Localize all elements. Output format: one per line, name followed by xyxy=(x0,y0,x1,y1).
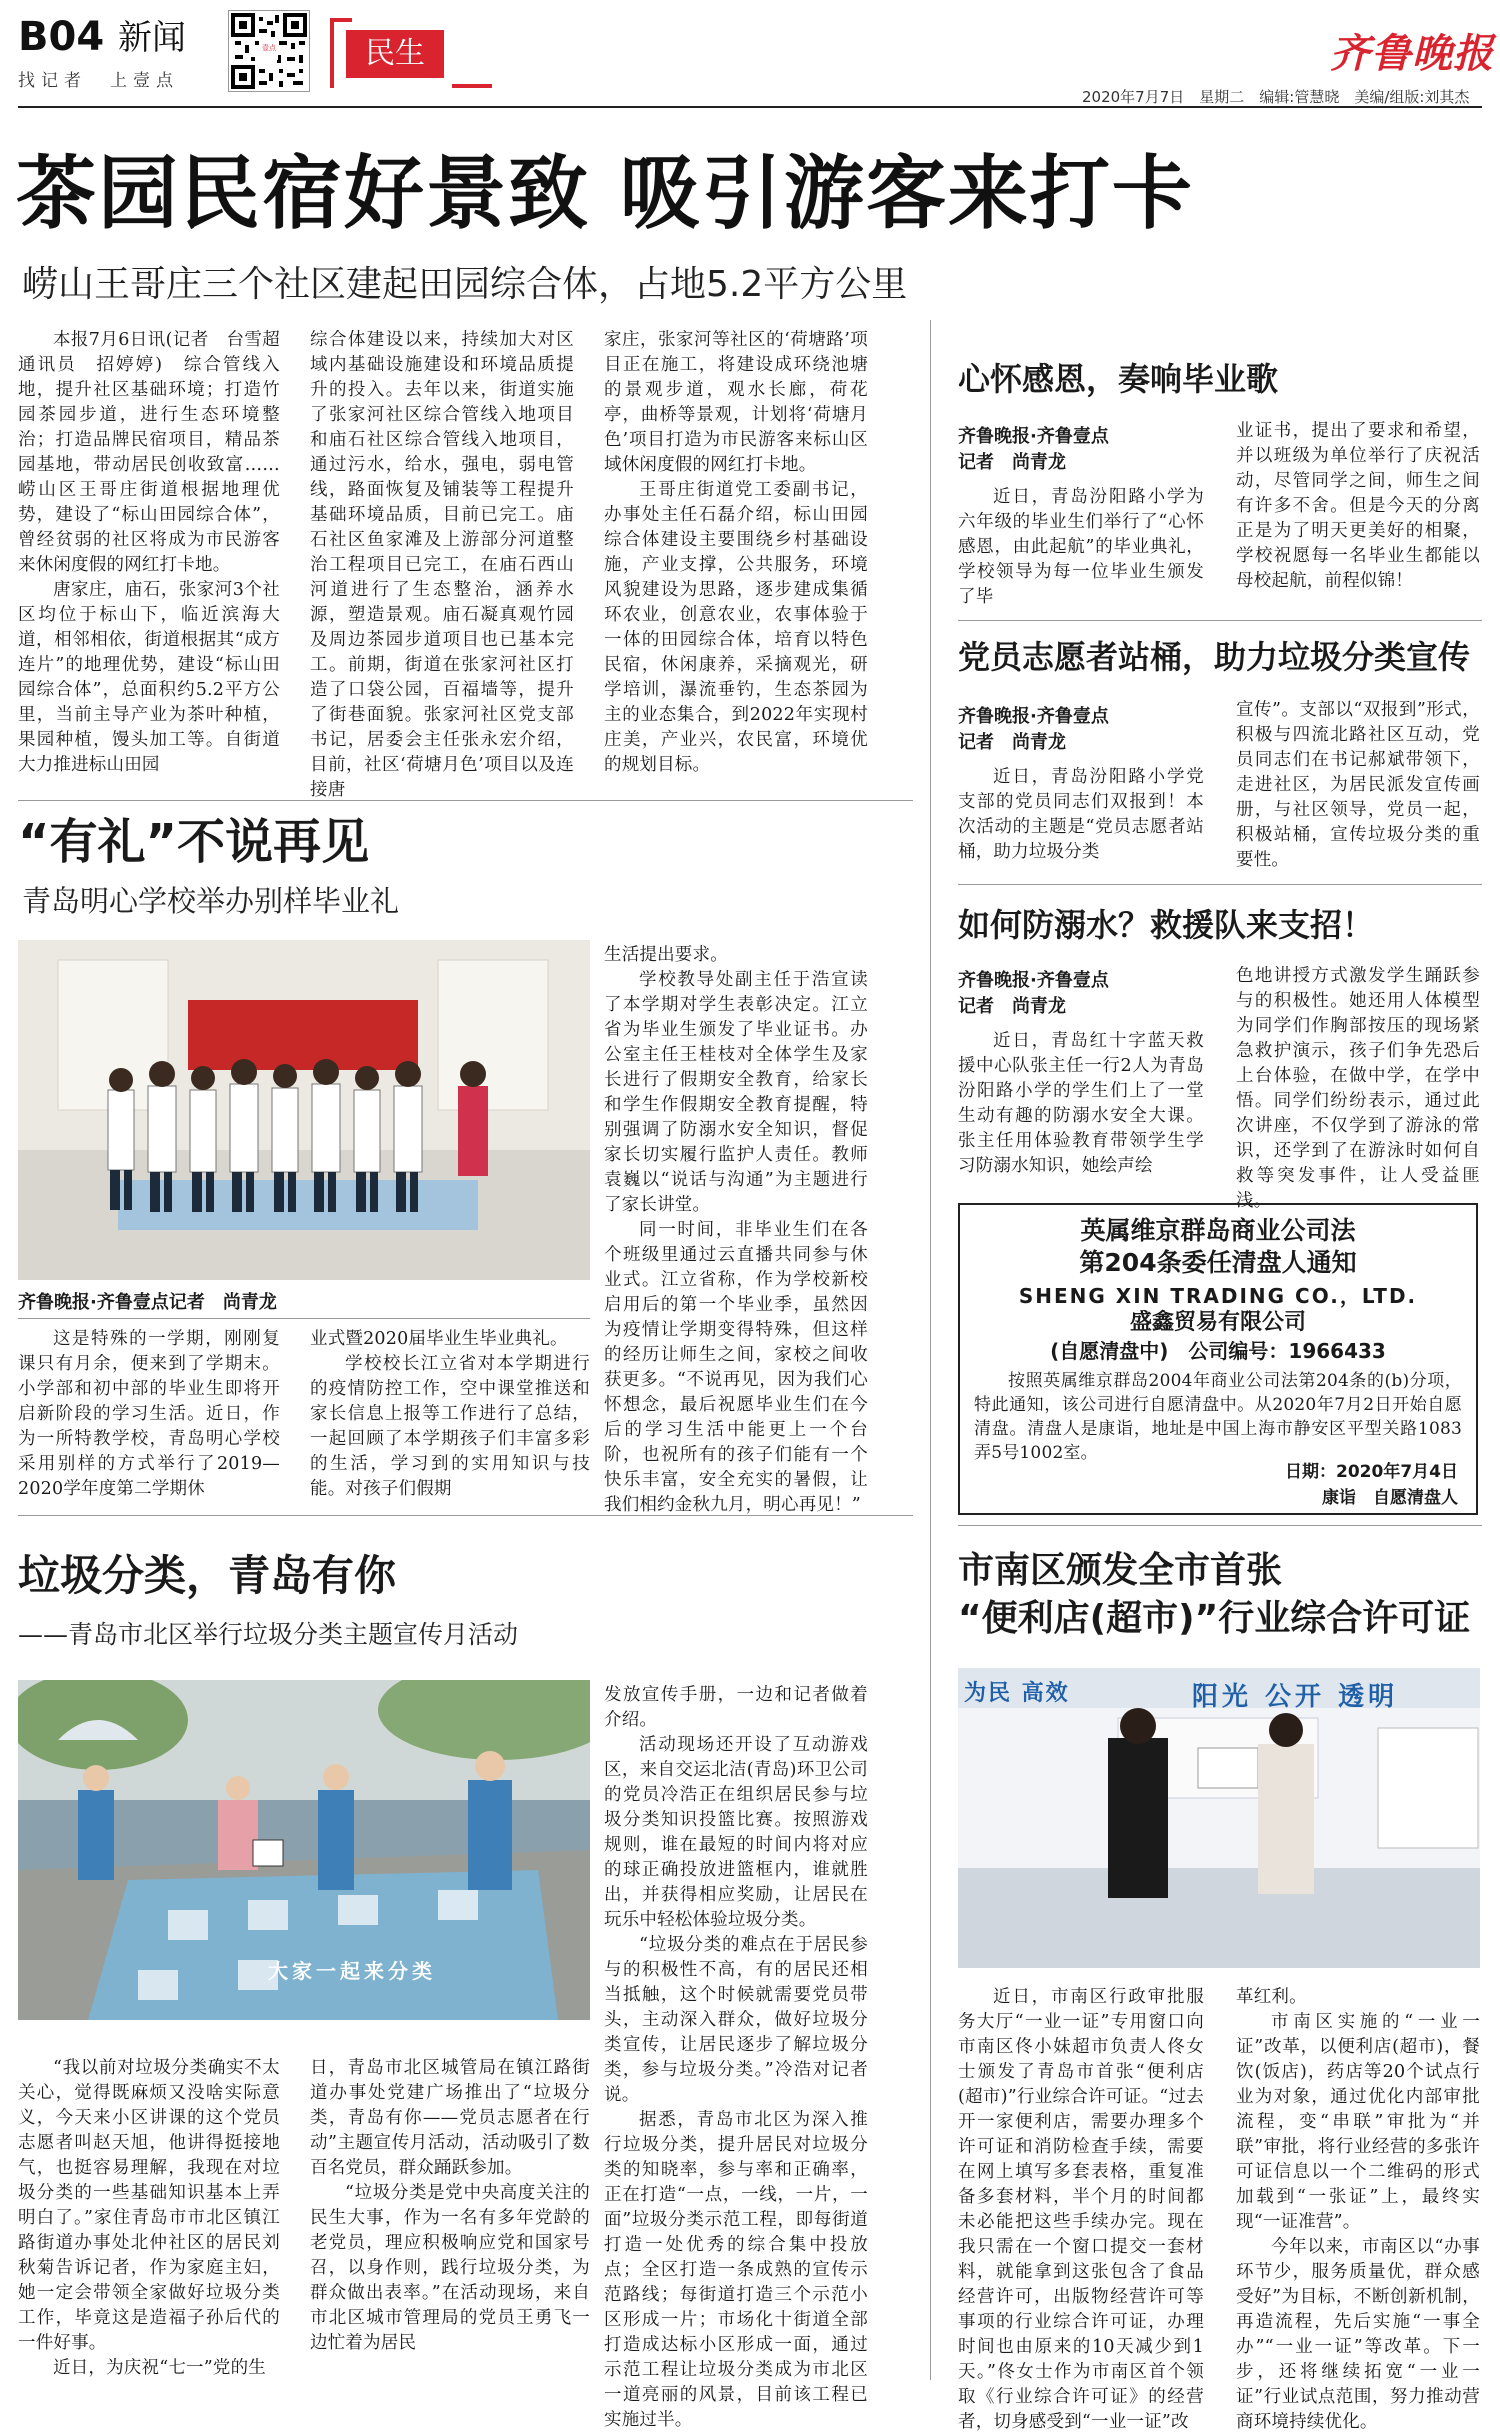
drowning-column-1 xyxy=(958,1029,1204,1179)
grad-headline: “有礼”不说再见 xyxy=(18,814,370,870)
date-line: 2020年7月7日 星期二 编辑:管慧晓 美编/组版:刘其杰 xyxy=(1082,88,1470,106)
drowning-paragraph: 色地讲授方式激发学生踊跃参与的积极性。她还用人体模型为同学们作胸部按压的现场紧急救护演示，孩子们争先恐后上台体验，在做中学，在学中悟。同学们纷纷表示，通过此次讲座，不仅学到了游泳的常识，还学到了在游泳时如何自救等突发事件，让人受益匪浅。 xyxy=(1236,966,1480,1211)
photo-banner-left: 为民 高效 xyxy=(964,1681,1070,1706)
grad-paragraph: 这是特殊的一学期，刚刚复课只有月余，便来到了学期末。小学部和初中部的毕业生即将开启新阶段的学习生活。近日，作为一所特教学校，青岛明心学校采用别样的方式举行了2019—2020学年度第二学期休 xyxy=(18,1329,280,1499)
grad-caption-rule xyxy=(18,1318,590,1319)
drowning-paragraph: 近日，青岛红十字蓝天救援中心队张主任一行2人为青岛汾阳路小学的学生们上了一堂生动有趣的防溺水安全大课。张主任用体验教育带领学生学习防溺水知识，她绘声绘 xyxy=(958,1031,1204,1176)
lead-column-1 xyxy=(18,328,298,778)
garbage-paragraph: “垃圾分类的难点在于居民参与的积极性不高，有的居民还相当抵触，这个时候就需要党员带头，主动深入群众，做好垃圾分类宣传，让居民逐步了解垃圾分类，参与垃圾分类。”冷浩对记者说。 xyxy=(604,1935,868,2105)
qr-code[interactable] xyxy=(228,10,310,92)
license-column-2 xyxy=(1236,1985,1480,2435)
garbage-paragraph: 发放宣传手册，一边和记者做着介绍。 xyxy=(604,1685,868,1730)
drowning-top-rule xyxy=(958,884,1482,885)
license-paragraph: 市南区实施的“一业一证”改革，以便利店(超市)，餐饮(饭店)，药店等20个试点行业为对象，通过优化内部审批流程，变“串联”审批为“并联”审批，将行业经营的多张许可证信息以一个二维码的形式加载到“一张证”上，最终实现“一证准营”。 xyxy=(1236,2012,1480,2232)
license-ceremony-photo xyxy=(958,1668,1480,1968)
grad-paragraph: 学校校长江立省对本学期进行的疫情防控工作，空中课堂推送和家长信息上报等工作进行了总结，一起回顾了本学期孩子们丰富多彩的生活，学习到的实用知识与技能。对孩子们假期 xyxy=(310,1354,590,1499)
garbage-event-photo xyxy=(18,1680,590,2020)
channel-bracket-corner xyxy=(330,18,352,22)
garbage-paragraph: 日，青岛市北区城管局在镇江路街道办事处党建广场推出了“垃圾分类，青岛有你——党员志愿者在行动”主题宣传月活动，活动吸引了数百名党员，群众踊跃参加。 xyxy=(310,2058,590,2178)
notice-title-2: 第204条委任清盘人通知 xyxy=(1079,1248,1357,1277)
page-number: B04 xyxy=(18,14,105,60)
notice-company-no: (自愿清盘中) 公司编号：1966433 xyxy=(1050,1339,1386,1363)
channel-tab xyxy=(346,30,444,78)
grad-paragraph: 生活提出要求。 xyxy=(604,945,728,965)
license-paragraph: 近日，市南区行政审批服务大厅“一业一证”专用窗口向市南区佟小妹超市负责人佟女士颁发了青岛市首张“便利店(超市)”行业综合许可证。“过去开一家便利店，需要办理多个许可证和消防检查手续，需要在网上填写多套表格，重复准备多套材料，半个月的时间都未必能把这些手续办完。现在我只需在一个窗口提交一套材料，就能拿到这张包含了食品经营许可，出版物经营许可等事项的行业综合许可证，办理时间也由原来的10天减少到1天。”佟女士作为市南区首个领取《行业综合许可证》的经营者，切身感受到“一业一证”改 xyxy=(958,1987,1204,2432)
volunteer-column-1 xyxy=(958,765,1204,865)
license-column-1 xyxy=(958,1985,1204,2435)
notice-body xyxy=(974,1369,1462,1465)
grad-photo-credit: 齐鲁晚报·齐鲁壹点记者 尚青龙 xyxy=(18,1292,277,1313)
masthead-rule xyxy=(18,106,1482,108)
photo-floor-sign: 大家一起来分类 xyxy=(268,1959,436,1983)
grad-song-column-2 xyxy=(1236,419,1480,594)
notice-company-en: SHENG XIN TRADING CO.，LTD. xyxy=(1018,1284,1418,1308)
grad-paragraph: 学校教导处副主任于浩宣读了本学期对学生表彰决定。江立省为毕业生颁发了毕业证书。办公室主任王桂枝对全体学生及家长进行了假期安全教育，给家长和学生作假期安全教育提醒，特别强调了防溺水安全知识，督促家长切实履行监护人责任。教师袁巍以“说话与沟通”为主题进行了家长讲堂。 xyxy=(604,970,868,1215)
garbage-paragraph: 活动现场还开设了互动游戏区，来自交运北洁(青岛)环卫公司的党员冷浩正在组织居民参与垃圾分类知识投篮比赛。按照游戏规则，谁在最短的时间内将对应的球正确投放进篮框内，谁就胜出，并获得相应奖励，让居民在玩乐中轻松体验垃圾分类。 xyxy=(604,1735,868,1930)
lead-column-2 xyxy=(310,328,574,803)
drowning-byline-1: 齐鲁晚报·齐鲁壹点 xyxy=(958,970,1109,991)
volunteer-paragraph: 宣传”。支部以“双报到”形式，积极与四流北路社区互动，党员同志们在书记郝斌带领下，走进社区，为居民派发宣传画册，与社区领导，党员一起，积极站桶，宣传垃圾分类的重要性。 xyxy=(1236,700,1480,870)
license-paragraph: 革红利。 xyxy=(1236,1987,1307,2007)
lead-paragraph: 综合体建设以来，持续加大对区域内基础设施建设和环境品质提升的投入。去年以来，街道实施了张家河社区综合管线入地项目和庙石社区综合管线入地项目，通过污水，给水，强电，弱电管线，路面恢复及铺装等工程提升基础环境品质，目前已完工。庙石社区鱼家滩及上游部分河道整治工程项目已完工，在庙石西山河道进行了生态整治，涵养水源，塑造景观。庙石凝真观竹园及周边茶园步道项目也已基本完工。前期，街道在张家河社区打造了口袋公园，百福墙等，提升了街巷面貌。张家河社区党支部书记，居委会主任张永宏介绍，目前，社区‘荷塘月色’项目以及连接唐 xyxy=(310,330,574,800)
lead-subhead: 崂山王哥庄三个社区建起田园综合体，占地5.2平方公里 xyxy=(22,264,908,305)
garbage-column-2 xyxy=(310,2056,590,2356)
paper-logo: 齐鲁晚报 xyxy=(1330,30,1494,77)
volunteer-column-2 xyxy=(1236,698,1480,873)
drowning-column-2 xyxy=(1236,964,1480,1214)
lead-paragraph: 王哥庄街道党工委副书记，办事处主任石磊介绍，标山田园综合体建设主要围绕乡村基础设施，产业支撑，公共服务，环境风貌建设为思路，逐步建成集循环农业，创意农业，农事体验于一体的田园综合体，培育以特色民宿，休闲康养，采摘观光，研学培训，瀑流垂钓，生态茶园为主的业态集合，到2022年实现村庄美，产业兴，农民富，环境优的规划目标。 xyxy=(604,480,868,775)
grad-column-3 xyxy=(604,943,868,1518)
garbage-column-1 xyxy=(18,2056,280,2381)
photo-banner-right: 阳光 公开 透明 xyxy=(1192,1682,1399,1712)
center-column-rule xyxy=(930,320,931,2380)
garbage-paragraph: 据悉，青岛市北区为深入推行垃圾分类，提升居民对垃圾分类的知晓率，参与率和正确率，正在打造“一点，一线，一片，一面”垃圾分类示范工程，即每街道打造一处优秀的综合集中投放点；全区打造一条成熟的宣传示范路线；每街道打造三个示范小区形成一片；市场化十街道全部打造成达标小区形成一面，通过示范工程让垃圾分类成为市北区一道亮丽的风景，目前该工程已实施过半。 xyxy=(604,2110,868,2430)
garbage-top-rule xyxy=(18,1515,913,1516)
volunteer-top-rule xyxy=(958,620,1482,621)
lead-paragraph: 唐家庄，庙石，张家河3个社区均位于标山下，临近滨海大道，相邻相依，街道根据其“成方连片”的地理优势，建设“标山田园综合体”，总面积约5.2平方公里，当前主导产业为茶叶种植，果园种植，馒头加工等。自街道大力推进标山田园 xyxy=(18,580,280,775)
garbage-paragraph: “我以前对垃圾分类确实不太关心，觉得既麻烦又没啥实际意义，今天来小区讲课的这个党员志愿者叫赵天旭，他讲得挺接地气，也挺容易理解，我现在对垃圾分类的一些基础知识基本上弄明白了。”家住青岛市市北区镇江路街道办事处北仲社区的居民刘秋菊告诉记者，作为家庭主妇，她一定会带领全家做好垃圾分类工作，毕竟这是造福子孙后代的一件好事。 xyxy=(18,2058,280,2353)
garbage-subhead: ——青岛市北区举行垃圾分类主题宣传月活动 xyxy=(18,1620,519,1649)
volunteer-byline-2: 记者 尚青龙 xyxy=(958,732,1066,753)
grad-subhead: 青岛明心学校举办别样毕业礼 xyxy=(22,884,400,918)
grad-song-column-1 xyxy=(958,485,1204,610)
grad-ceremony-photo xyxy=(18,940,590,1280)
license-top-rule xyxy=(958,1525,1482,1526)
grad-song-paragraph: 业证书，提出了要求和希望，并以班级为单位举行了庆祝活动，尽管同学之间，师生之间有许多不舍。但是今天的分离正是为了明天更美好的相聚，学校祝愿每一名毕业生都能以母校起航，前程似锦！ xyxy=(1236,421,1480,591)
notice-company-cn: 盛鑫贸易有限公司 xyxy=(1129,1310,1306,1335)
license-headline-2: “便利店(超市)”行业综合许可证 xyxy=(958,1598,1471,1639)
lead-column-3 xyxy=(604,328,868,778)
grad-paragraph: 业式暨2020届毕业生毕业典礼。 xyxy=(310,1329,568,1349)
notice-date: 日期：2020年7月4日 xyxy=(1285,1462,1458,1482)
qr-label: 壹点 xyxy=(262,44,276,52)
grad-top-rule xyxy=(18,800,913,801)
notice-paragraph: 按照英属维京群岛2004年商业公司法第204条的(b)分项，特此通知，该公司进行自愿清盘中。从2020年7月2日开始自愿清盘。清盘人是康诣，地址是中国上海市静安区平型关路1083弄5号1002室。 xyxy=(974,1371,1462,1463)
garbage-headline: 垃圾分类，青岛有你 xyxy=(18,1551,397,1600)
license-paragraph: 今年以来，市南区以“办事环节少，服务质量优，群众感受好”为目标，不断创新机制，再造流程，先后实施“一事全办”“一业一证”等改革。下一步，还将继续拓宽“一业一证”行业试点范围，努力推动营商环境持续优化。 xyxy=(1236,2237,1480,2432)
grad-paragraph: 同一时间，非毕业生们在各个班级里通过云直播共同参与休业式。江立省称，作为学校新校启用后的第一个毕业季，虽然因为疫情让学期变得特殊，但这样的经历让师生之间，家校之间收获更多。“不说再见，因为我们心怀想念，最后祝愿毕业生们在今后的学习生活中能更上一个台阶，也祝所有的孩子们能有一个快乐丰富，安全充实的暑假，让我们相约金秋九月，明心再见！” xyxy=(604,1220,868,1515)
garbage-paragraph: “垃圾分类是党中央高度关注的民生大事，作为一名有多年党龄的老党员，理应积极响应党和国家号召，以身作则，践行垃圾分类，为群众做出表率。”在活动现场，来自市北区城市管理局的党员王勇飞一边忙着为居民 xyxy=(310,2183,590,2353)
lead-paragraph: 家庄，张家河等社区的‘荷塘路’项目正在施工，将建设成环绕池塘的景观步道，观水长廊，荷花亭，曲桥等景观，计划将‘荷塘月色’项目打造为市民游客来标山区域休闲度假的网红打卡地。 xyxy=(604,330,868,475)
garbage-column-3 xyxy=(604,1683,868,2433)
license-headline-1: 市南区颁发全市首张 xyxy=(958,1550,1283,1591)
channel-label: 民生 xyxy=(365,36,425,71)
volunteer-paragraph: 近日，青岛汾阳路小学党支部的党员同志们双报到！本次活动的主题是“党员志愿者站桶，助力垃圾分类 xyxy=(958,767,1204,862)
lead-paragraph: 本报7月6日讯(记者 台雪超 通讯员 招婷婷) 综合管线入地，提升社区基础环境；打造竹园茶园步道，进行生态环境整治；打造品牌民宿项目，精品茶园基地，带动居民创收致富……崂山区王哥庄街道根据地理优势，建设了“标山田园综合体”，曾经贫弱的社区将成为市民游客来休闲度假的网红打卡地。 xyxy=(18,330,298,575)
drowning-headline: 如何防溺水？救援队来支招！ xyxy=(958,906,1375,944)
grad-song-headline: 心怀感恩，奏响毕业歌 xyxy=(958,360,1279,398)
volunteer-byline-1: 齐鲁晚报·齐鲁壹点 xyxy=(958,706,1109,727)
volunteer-headline: 党员志愿者站桶，助力垃圾分类宣传 xyxy=(958,638,1471,676)
channel-bracket-top xyxy=(330,18,334,88)
drowning-byline-2: 记者 尚青龙 xyxy=(958,996,1066,1017)
legal-notice-box xyxy=(958,1203,1478,1515)
garbage-paragraph: 近日，为庆祝“七一”党的生 xyxy=(53,2358,266,2378)
grad-column-2 xyxy=(310,1327,590,1502)
notice-signer: 康诣 自愿清盘人 xyxy=(1322,1488,1458,1508)
grad-column-1 xyxy=(18,1327,280,1502)
notice-title-1: 英属维京群岛商业公司法 xyxy=(1080,1216,1356,1245)
channel-bracket-bottom xyxy=(452,84,492,88)
lead-headline: 茶园民宿好景致 吸引游客来打卡 xyxy=(16,147,1194,240)
grad-song-byline-1: 齐鲁晚报·齐鲁壹点 xyxy=(958,426,1109,447)
masthead-slogan: 找记者 上壹点 xyxy=(18,71,179,91)
section-name: 新闻 xyxy=(118,18,186,58)
grad-song-byline-2: 记者 尚青龙 xyxy=(958,452,1066,473)
grad-song-paragraph: 近日，青岛汾阳路小学为六年级的毕业生们举行了“心怀感恩，由此起航”的毕业典礼，学校领导为每一位毕业生颁发了毕 xyxy=(958,487,1204,607)
